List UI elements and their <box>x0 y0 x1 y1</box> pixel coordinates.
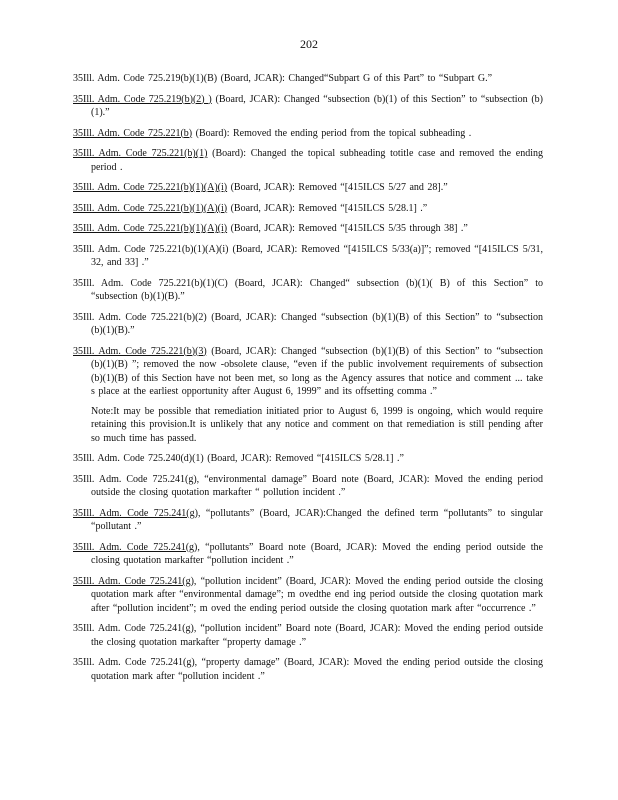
code-reference: 35Ill. Adm. Code 725.221(b)(1)(C) <box>73 277 228 289</box>
code-reference: 35Ill. Adm. Code 725.241(g), <box>73 507 201 519</box>
amendment-description: (Board, JCAR): Removed “[415ILCS 5/27 and 28].” <box>230 182 448 193</box>
amendment-description: “pollution incident” (Board, JCAR): Moved the ending period outside the closing quotation mark after “environmental damage”; m ovedthe end ing period outside the closing quotation mark after “pollution incident”; m oved the ending period outside the closing quotation mark after “occurrence .” <box>91 575 544 614</box>
amendment-entry <box>73 311 543 338</box>
amendment-entry <box>73 473 543 500</box>
amendment-description: (Board, JCAR): Removed “[415ILCS 5/33(a)]”; removed “[415ILCS 5/31, 32, and 33] .” <box>91 243 543 268</box>
code-reference: 35Ill. Adm. Code 725.241(g), <box>73 657 198 668</box>
code-reference: 35Ill. Adm. Code 725.240(d)(1) <box>73 453 204 464</box>
amendment-description: “pollutants” Board note (Board, JCAR): Moved the ending period outside the closing quotation markafter “pollution incident .” <box>91 541 543 566</box>
amendment-description: “pollution incident” Board note (Board, JCAR): Moved the ending period outside the closing quotation markafter “property damage .” <box>91 623 544 648</box>
amendment-entry <box>73 93 543 120</box>
amendment-entry <box>73 452 543 466</box>
note-paragraph: Note:It may be possible that remediation initiated prior to August 6, 1999 is ongoing, which would require retaining this provision.It is unlikely that any notice and comment on that remediation is still pending after so much time has passed. <box>91 405 543 444</box>
amendment-description: (Board, JCAR): Changed“ subsection (b)(1)( B) of this Section” to “subsection (b)(1)(B).” <box>91 277 543 302</box>
amendment-description: “pollutants” (Board, JCAR):Changed the defined term “pollutants” to singular “pollutant .” <box>91 507 544 532</box>
code-reference: 35Ill. Adm. Code 725.241(g), <box>73 623 197 634</box>
amendment-description: (Board, JCAR): Removed “[415ILCS 5/35 through 38] .” <box>230 223 468 234</box>
page-number: 202 <box>300 37 318 51</box>
amendment-list <box>73 72 543 690</box>
amendment-description: (Board, JCAR): Removed “[415ILCS 5/28.1] .” <box>207 453 404 464</box>
amendment-entry <box>73 147 543 174</box>
amendment-entry <box>73 222 543 236</box>
amendment-description: (Board): Changed the topical subheading totitle case and removed the ending period . <box>91 148 544 173</box>
amendment-entry <box>73 541 543 568</box>
amendment-description: (Board, JCAR): Removed “[415ILCS 5/28.1] .” <box>230 202 428 214</box>
code-reference: 35Ill. Adm. Code 725.241(g), <box>73 575 197 587</box>
code-reference: 35Ill. Adm. Code 725.221(b)(1)(A)(i) <box>73 202 228 214</box>
amendment-description: (Board, JCAR): Changed“Subpart G of this Part” to “Subpart G.” <box>220 73 493 84</box>
amendment-entry <box>73 202 543 216</box>
amendment-entry <box>73 127 543 141</box>
code-reference: 35Ill. Adm. Code 725.241(g), <box>73 473 200 485</box>
code-reference: 35Ill. Adm. Code 725.221(b)(1)(A)(i) <box>73 223 228 234</box>
code-reference: 35Ill. Adm. Code 725.221(b)(2) <box>73 311 207 323</box>
amendment-entry <box>73 507 543 534</box>
amendment-entry <box>73 622 543 649</box>
code-reference: 35Ill. Adm. Code 725.221(b)(1)(A)(i) <box>73 182 228 193</box>
amendment-description: (Board, JCAR): Changed “subsection (b)(1)(B) of this Section” to “subsection (b)(1)(B) ”; removed the now -obsolete clause, “even if the public involvement requirements of subsection (b)(1)(B) of this Section have not been met, so long as the Agency assures that notice and comment ... take s place at the earliest opportunity after August 6, 1999” and its offsetting comma .” <box>91 345 544 397</box>
code-reference: 35Ill. Adm. Code 725.219(b)(2) ) <box>73 93 212 105</box>
amendment-entry <box>73 656 543 683</box>
amendment-description: (Board, JCAR): Changed “subsection (b)(1)(B) of this Section” to “subsection (b)(1)(B).” <box>91 311 544 336</box>
code-reference: 35Ill. Adm. Code 725.221(b)(3) <box>73 345 207 357</box>
code-reference: 35Ill. Adm. Code 725.219(b)(1)(B) <box>73 73 218 84</box>
amendment-description: (Board): Removed the ending period from the topical subheading . <box>195 127 472 139</box>
amendment-entry <box>73 72 543 86</box>
amendment-entry <box>73 575 543 616</box>
amendment-entry <box>73 181 543 195</box>
amendment-entry <box>73 345 543 399</box>
code-reference: 35Ill. Adm. Code 725.221(b)(1)(A)(i) <box>73 243 229 255</box>
amendment-description: “environmental damage” Board note (Board, JCAR): Moved the ending period outside the closing quotation markafter “ pollution incident .” <box>91 473 543 498</box>
code-reference: 35Ill. Adm. Code 725.221(b) <box>73 127 193 139</box>
amendment-entry <box>73 277 543 304</box>
code-reference: 35Ill. Adm. Code 725.221(b)(1) <box>73 148 208 159</box>
amendment-entry <box>73 243 543 270</box>
amendment-description: (Board, JCAR): Changed “subsection (b)(1) of this Section” to “subsection (b)(1).” <box>91 93 544 118</box>
amendment-description: “property damage” (Board, JCAR): Moved the ending period outside the closing quotation mark after “pollution incident .” <box>91 657 543 682</box>
code-reference: 35Ill. Adm. Code 725.241(g), <box>73 541 200 553</box>
